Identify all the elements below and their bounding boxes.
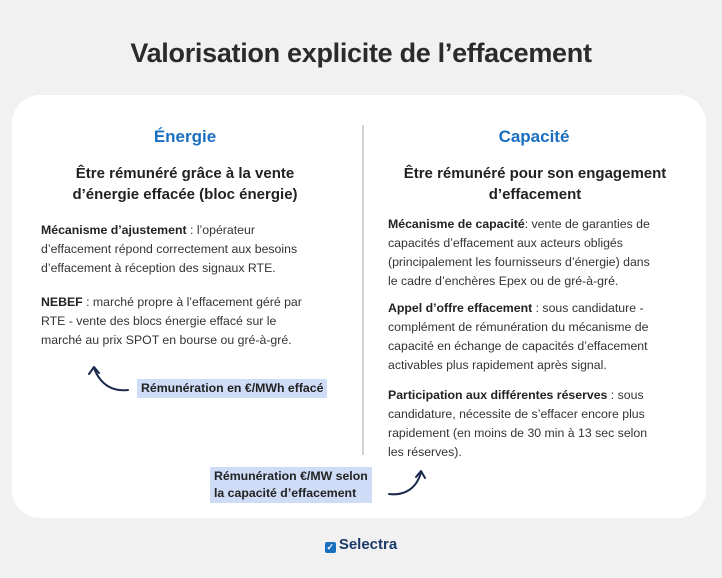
column-divider xyxy=(362,125,364,455)
tender-line1: : sous candidature - xyxy=(532,301,644,315)
capacity-tag-line1: Rémunération €/MW selon xyxy=(214,469,368,483)
energy-nebef-paragraph xyxy=(41,293,351,350)
nebef-label: NEBEF xyxy=(41,295,83,309)
capacity-mechanism-paragraph xyxy=(388,215,698,291)
reserves-label: Participation aux différentes réserves xyxy=(388,388,608,402)
energy-remuneration-arrow-icon xyxy=(86,362,132,396)
tender-line3: capacité en échange de capacités d’effacement xyxy=(388,339,648,353)
adjustment-mechanism-label: Mécanisme d’ajustement xyxy=(41,223,187,237)
capacity-mechanism-line1: : vente de garanties de xyxy=(524,217,650,231)
page-title: Valorisation explicite de l’effacement xyxy=(130,38,592,68)
capacity-remuneration-arrow-icon xyxy=(385,466,429,500)
nebef-text-line1: : marché propre à l’effacement géré par xyxy=(82,295,302,309)
nebef-text-line2: RTE - vente des blocs énergie effacé sur le xyxy=(41,314,277,328)
capacity-subheading xyxy=(380,163,690,205)
tender-line4: activables plus rapidement après signal. xyxy=(388,358,607,372)
tender-paragraph xyxy=(388,299,698,375)
capacity-mechanism-line2: capacités d’effacement aux acteurs obligés xyxy=(388,236,623,250)
energy-remuneration-tag: Rémunération en €/MWh effacé xyxy=(137,379,327,398)
energy-subheading xyxy=(30,163,340,205)
reserves-paragraph xyxy=(388,386,698,462)
capacity-subheading-line2: d’effacement xyxy=(488,186,582,203)
energy-subheading-line2: d’énergie effacée (bloc énergie) xyxy=(72,186,298,203)
reserves-line3: rapidement (en moins de 30 min à 13 sec selon xyxy=(388,426,648,440)
tender-label: Appel d’offre effacement xyxy=(388,301,533,315)
capacity-heading: Capacité xyxy=(498,127,570,146)
adjustment-text-line2: d’effacement répond correctement aux besoins xyxy=(41,242,298,256)
capacity-mechanism-line3: (principalement les fournisseurs d’énergie) dans xyxy=(388,255,650,269)
energy-adjustment-paragraph xyxy=(41,221,351,278)
adjustment-text-line3: d’effacement à réception des signaux RTE. xyxy=(41,261,276,275)
tender-line2: complément de rémunération du mécanisme de xyxy=(388,320,649,334)
adjustment-text-line1: : l’opérateur xyxy=(186,223,255,237)
reserves-line1: : sous xyxy=(607,388,644,402)
energy-subheading-line1: Être rémunéré grâce à la vente xyxy=(75,165,295,182)
capacity-mechanism-label: Mécanisme de capacité xyxy=(388,217,525,231)
nebef-text-line3: marché au prix SPOT en bourse ou gré-à-gré. xyxy=(41,333,292,347)
check-icon: ✓ xyxy=(326,542,335,552)
energy-heading: Énergie xyxy=(153,127,217,146)
logo-text: Selectra xyxy=(338,536,398,553)
capacity-subheading-line1: Être rémunéré pour son engagement xyxy=(403,165,667,182)
selectra-logo xyxy=(0,536,722,553)
reserves-line2: candidature, nécessite de s’effacer encore plus xyxy=(388,407,645,421)
capacity-remuneration-tag xyxy=(210,467,372,503)
capacity-tag-line2: la capacité d’effacement xyxy=(214,486,357,500)
capacity-mechanism-line4: le cadre d’enchères Epex ou de gré-à-gré. xyxy=(388,274,619,288)
reserves-line4: les réserves). xyxy=(388,445,462,459)
